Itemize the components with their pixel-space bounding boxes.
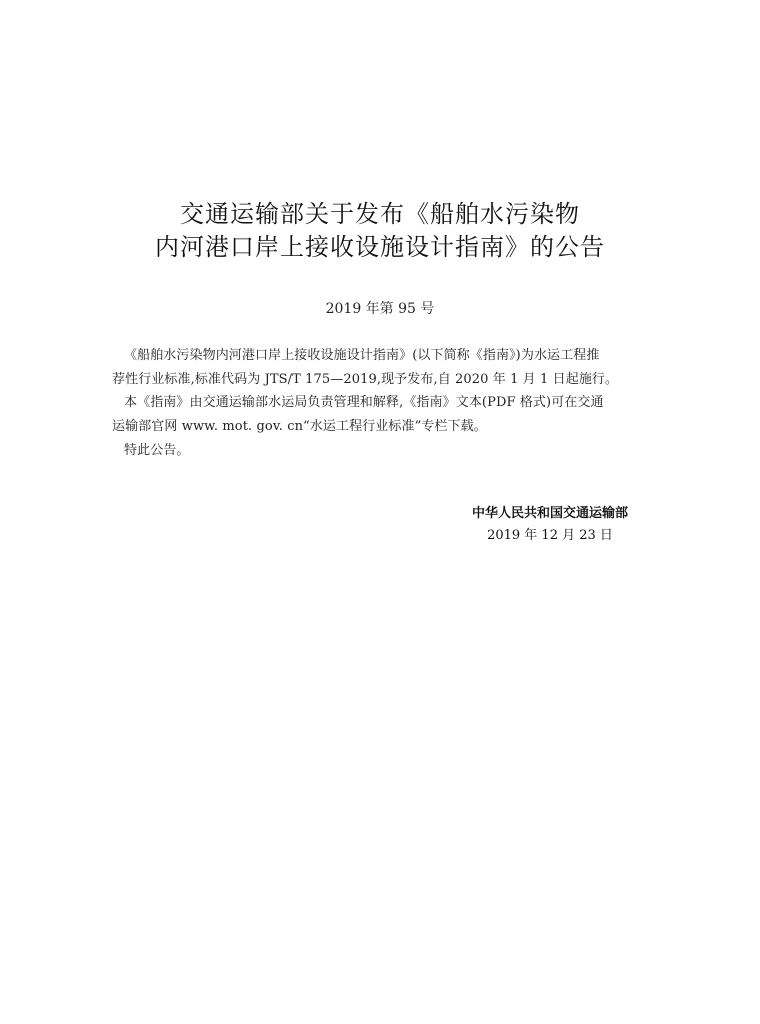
body-line-4: 运输部官网 www. mot. gov. cn“水运工程行业标准”专栏下载。	[112, 419, 487, 434]
announcement-title-line-1: 交通运输部关于发布《船舶水污染物	[180, 200, 580, 228]
document-number: 2019 年第 95 号	[325, 301, 435, 317]
announcement-title-line-2: 内河港口岸上接收设施设计指南》的公告	[155, 233, 605, 261]
body-line-3: 本《指南》由交通运输部水运局负责管理和解释,《指南》文本(PDF 格式)可在交通	[124, 395, 604, 410]
body-line-5: 特此公告。	[124, 443, 190, 458]
body-line-2: 荐性行业标准,标准代码为 JTS/T 175—2019,现予发布,自 2020 年 1 月 1 日起施行。	[112, 372, 619, 387]
signature-organization: 中华人民共和国交通运输部	[471, 506, 628, 521]
body-line-1: 《船舶水污染物内河港口岸上接收设施设计指南》(以下简称《指南》)为水运工程推	[124, 348, 600, 363]
signature-date: 2019 年 12 月 23 日	[487, 528, 613, 543]
